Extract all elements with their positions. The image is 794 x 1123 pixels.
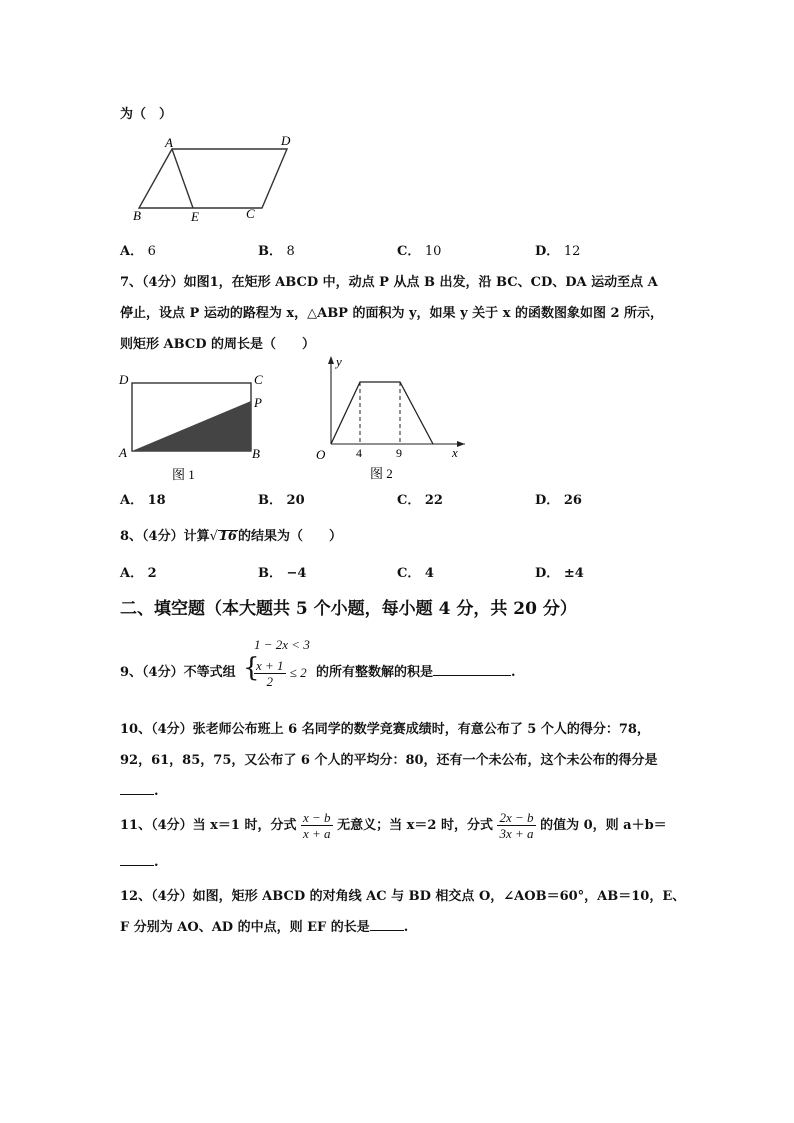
q8-option-a: A． 2 (120, 566, 157, 581)
q7-option-c: C． 22 (397, 493, 443, 508)
q10-stem-line-1: 10、（4分）张老师公布班上 6 名同学的数学竞赛成绩时，有意公布了 5 个人的得分：78， (120, 722, 650, 737)
q6-stem-tail: 为（ ） (120, 107, 173, 122)
q7-option-d: D． 26 (535, 493, 582, 508)
tick-4: 4 (356, 446, 362, 460)
figure-2-caption: 图 2 (370, 466, 393, 481)
label-c: C (254, 372, 263, 387)
label-c: C (246, 206, 255, 221)
q10-answer-blank[interactable] (120, 782, 154, 795)
label-b: B (252, 446, 260, 461)
label-d: D (119, 372, 129, 387)
q7-option-b: B． 20 (258, 493, 305, 508)
label-e: E (191, 209, 199, 224)
q8-stem: 8、（4分）计算√16的结果为（ ） (120, 529, 342, 544)
label-a: A (119, 445, 127, 460)
label-p: P (254, 395, 262, 410)
q7-figure-2-graph (305, 352, 470, 484)
label-y: y (336, 354, 342, 369)
q9-inequality-2: $\frac{x + 1}{2}$ ≤ 2 (256, 658, 307, 689)
q12-stem-line-2: F 分别为 AO、AD 的中点，则 EF 的长是 . (120, 920, 409, 935)
q11-answer-line: . (120, 853, 159, 870)
q8-option-c: C． 4 (397, 566, 434, 581)
q9-suffix: 的所有整数解的积是 . (316, 665, 516, 680)
q9-brace: { (243, 653, 260, 683)
q11-answer-blank[interactable] (120, 853, 154, 866)
function-graph (331, 382, 433, 444)
tick-9: 9 (396, 446, 402, 460)
q12-answer-blank[interactable] (370, 918, 404, 931)
q12-stem-line-1: 12、（4分）如图，矩形 ABCD 的对角线 AC 与 BD 相交点 O，∠AOB＝60°，AB＝10，E、 (120, 889, 686, 904)
q6-option-a: A． 6 (120, 244, 156, 259)
q7-stem-line-1: 7、（4分）如图1，在矩形 ABCD 中，动点 P 从点 B 出发，沿 BC、CD、DA 运动至点 A (120, 275, 658, 290)
label-origin: O (316, 447, 326, 462)
section-2-title: 二、填空题（本大题共 5 个小题，每小题 4 分，共 20 分） (120, 599, 577, 619)
q7-figure-1-rectangle (115, 364, 275, 484)
q11-stem: 11、（4分）当 x＝1 时，分式 $\frac{x - b}{x + a}$ 无意义；当 x＝2 时，分式 $\frac{2x - b}{3x + a}$ 的值为 0，则 a＋b＝ (120, 810, 667, 841)
label-a: A (165, 135, 173, 150)
label-x: x (452, 445, 458, 460)
q6-option-b: B． 8 (258, 244, 295, 259)
shaded-triangle-abp (132, 401, 251, 451)
parallelogram-abcd (139, 149, 287, 208)
q10-answer-line: . (120, 782, 159, 799)
q9-inequality-1: 1 − 2x < 3 (254, 637, 310, 652)
q6-parallelogram-figure (125, 128, 305, 228)
x-axis-arrow (457, 441, 465, 447)
segment-ae (172, 149, 193, 208)
q6-option-c: C． 10 (397, 244, 442, 259)
q9-prefix: 9、（4分）不等式组 (120, 665, 236, 680)
label-d: D (281, 133, 291, 148)
y-axis-arrow (328, 356, 334, 364)
label-b: B (133, 208, 141, 223)
q9-answer-blank[interactable] (433, 663, 511, 676)
q8-option-d: D． ±4 (535, 566, 584, 581)
q10-stem-line-2: 92，61，85，75，又公布了 6 个人的平均分：80，还有一个未公布，这个未公布的得分是 (120, 753, 658, 768)
q8-radicand: 16 (218, 529, 237, 544)
q8-option-b: B． −4 (258, 566, 307, 581)
q6-option-d: D． 12 (535, 244, 581, 259)
q7-option-a: A． 18 (120, 493, 166, 508)
q7-stem-line-2: 停止，设点 P 运动的路程为 x，△ABP 的面积为 y，如果 y 关于 x 的函数图象如图 2 所示， (120, 306, 664, 321)
q7-stem-line-3: 则矩形 ABCD 的周长是（ ） (120, 337, 315, 352)
figure-1-caption: 图 1 (172, 467, 195, 482)
